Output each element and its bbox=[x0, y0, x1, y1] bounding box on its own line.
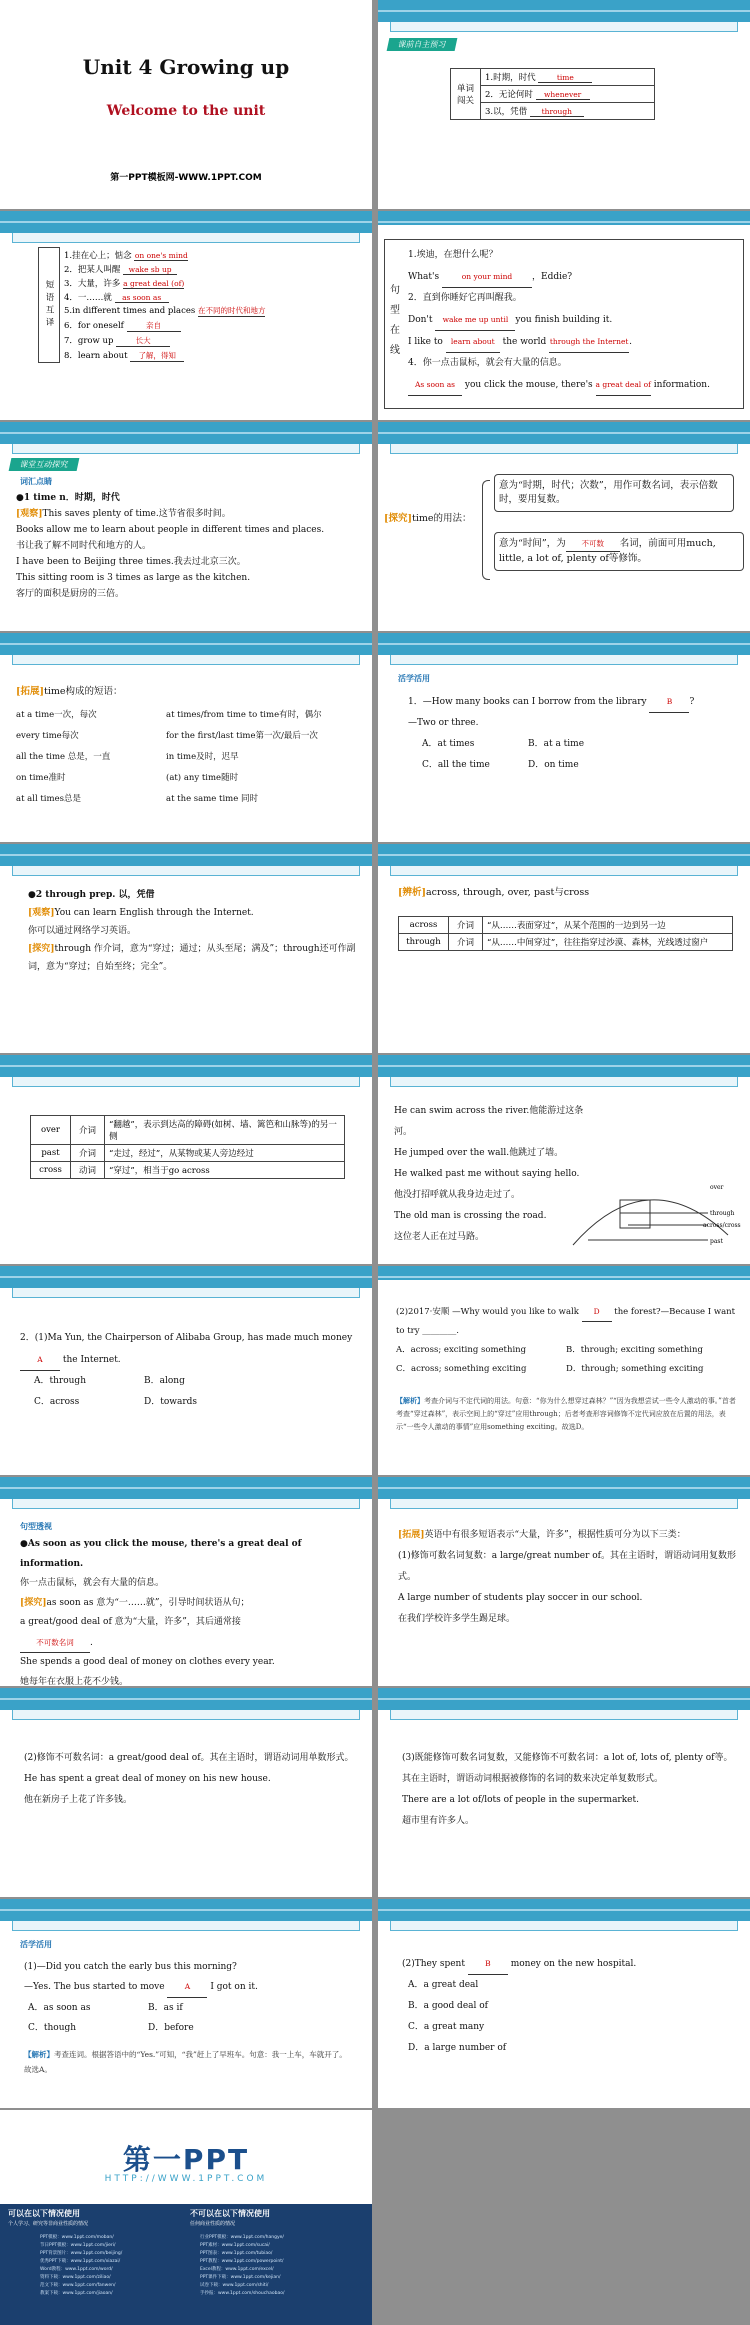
slide-time-usage bbox=[378, 422, 750, 631]
slide-compare-1 bbox=[378, 844, 750, 1053]
lesson-text: (3)既能修饰可数名词复数，又能修饰不可数名词：a lot of, lots of, plenty of等。其在主语时，谓语动词根据被修饰的名词的数来决定单复数形式。 There are a lot of/lots of people in the supermarket. 超市里有许多人。 bbox=[402, 1753, 733, 1826]
explanation: 【解析】考查介词与不定代词的用法。句意：“你为什么想穿过森林？”“因为我想尝试一些令人激动的事。”首者考查“穿过森林”，表示空间上的“穿过”应用through；后者考查形容词修饰不定代词应放在后置的用法，表示“一些令人激动的事情”应用something exciting。故选D。 bbox=[396, 1396, 736, 1431]
table-row: 5.in different times and places 在不同的时代和地方 bbox=[64, 305, 266, 316]
sub-tag: 活学活用 bbox=[20, 1939, 52, 1949]
slide-practice-1 bbox=[378, 633, 750, 842]
promo-footer: 可以在以下情况使用 不可以在以下情况使用 个人学习、研究等非商业性质的情况 任何商业性质的情况 PPT模板：www.1ppt.com/moban/ 行业PPT模板：www.1ppt.com/hangye/ 节日PPT模板：www.1ppt.com/jieri/ PPT素材：www.1ppt.com/sucai/ PPT背景图片：www.1ppt.com/beijing/ PPT图表：www.1ppt.com/tubiao/ 优秀PPT下载：www.1ppt.com/xiazai/ PPT教程：www.1ppt.com/powerpoint/ Word教程：www.1ppt.com/word/ Excel教程：www.1ppt.com/excel/ 资料下载：www.1ppt.com/ziliao/ PPT课件下载：www.1ppt.com/kejian/ 范文下载：www.1ppt.com/fanwen/ 试卷下载：www.1ppt.com/shiti/ 教案下载：www.1ppt.com/jiaoan/ 手抄报：www.1ppt.com/shouchaobao/ bbox=[0, 2204, 372, 2325]
slide-practice-3 bbox=[378, 1266, 750, 1475]
table-row: past 介词 “走过，经过”，从某物或某人旁边经过 bbox=[31, 1145, 345, 1162]
link[interactable]: 节日PPT模板：www.1ppt.com/jieri/ bbox=[40, 2243, 116, 2248]
link[interactable]: 资料下载：www.1ppt.com/ziliao/ bbox=[40, 2275, 111, 2280]
usage-box-1: 意为“时期，时代；次数”，用作可数名词，表示倍数时，要用复数。 bbox=[494, 474, 734, 512]
table-row: across 介词 “从……表面穿过”，从某个范围的一边到另一边 bbox=[399, 917, 733, 934]
lesson-text: [拓展]英语中有很多短语表示“大量，许多”，根据性质可分为以下三类： (1)修饰可数名词复数：a large/great number of。其在主语时，谓语动词用复数形式。 A large number of students play soccer in our school. 在我们学校许多学生踢足球。 bbox=[398, 1530, 737, 1624]
page-subtitle: Welcome to the unit bbox=[106, 103, 266, 119]
link[interactable]: PPT模板：www.1ppt.com/moban/ bbox=[40, 2235, 114, 2240]
question: (2)2017·安顺 —Why would you like to walk D the forest?—Because I want to try ________. A．across; exciting something B．through; exciting something C．across; something exciting D．through; something exciting bbox=[396, 1302, 741, 1379]
link[interactable]: 优秀PPT下载：www.1ppt.com/xiazai/ bbox=[40, 2259, 121, 2264]
table-row: 2．把某人叫醒 wake sb up bbox=[60, 262, 333, 276]
table-row: 7．grow up 长大 bbox=[60, 333, 333, 348]
compare-head: [辨析]across, through, over, past与cross bbox=[398, 887, 590, 898]
lesson-text: ●2 through prep. 以，凭借 [观察]You can learn English through the Internet. 你可以通过网络学习英语。 [探究]through 作介词，意为“穿过；通过；从头至尾；满及”；through还可作副词，意为“穿过；自始至终；完全”。 bbox=[28, 890, 356, 972]
slide-practice-5 bbox=[378, 1899, 750, 2108]
sub-tag: 词汇点睛 bbox=[20, 476, 52, 486]
table-row: 2．无论何时 whenever bbox=[481, 86, 655, 103]
table-row: 4．一……就 as soon as bbox=[60, 290, 333, 304]
phrase-list: at a time一次，每次 at times/from time to time有时，偶尔 every time每次 for the first/last time第一次/最后一次 all the time 总是，一直 in time及时，迟早 on time准时 (at) any time随时 at all times总是 at the same time 同时 bbox=[16, 710, 322, 804]
table-row: 6．for oneself 亲自 bbox=[60, 318, 333, 333]
sub-tag: 句型透视 bbox=[20, 1521, 52, 1531]
link[interactable]: 行业PPT模板：www.1ppt.com/hangye/ bbox=[200, 2235, 284, 2240]
compare-table bbox=[30, 1115, 345, 1179]
explanation: 【解析】考查连词。根据答语中的“Yes.”可知，“我”赶上了早班车。句意：我一上车，车就开了。故选A。 bbox=[24, 2050, 347, 2074]
slide-sentences bbox=[378, 211, 750, 420]
slide-sentence-pattern bbox=[0, 1477, 372, 1686]
diagram-over: over bbox=[710, 1184, 724, 1191]
slide-expand-3 bbox=[378, 1688, 750, 1897]
slide-compare-2 bbox=[0, 1055, 372, 1264]
link[interactable]: 教案下载：www.1ppt.com/jiaoan/ bbox=[40, 2291, 113, 2296]
diagram-across: across/cross bbox=[703, 1222, 741, 1229]
slide-vocab bbox=[378, 0, 750, 209]
link[interactable]: PPT图表：www.1ppt.com/tubiao/ bbox=[200, 2251, 273, 2256]
question: 2．(1)Ma Yun, the Chairperson of Alibaba Group, has made much money A the Internet. A．through B．along C．across D．towards bbox=[20, 1333, 353, 1407]
lesson-text: ●As soon as you click the mouse, there's a great deal of information. 你一点击鼠标，就会有大量的信息。 [探究]as soon as 意为“一……就”，引导时间状语从句； a great/good deal of 意为“大量，许多”，其后通常接 不可数名词 . She spends a good deal of money on clothes every year. 她每年在衣服上花不少钱。 bbox=[20, 1539, 302, 1686]
link[interactable]: PPT课件下载：www.1ppt.com/kejian/ bbox=[200, 2275, 281, 2280]
section-label: 句型在线 bbox=[390, 285, 400, 356]
link[interactable]: 范文下载：www.1ppt.com/fanwen/ bbox=[40, 2283, 116, 2288]
slide-cover bbox=[0, 0, 372, 209]
section-tag: 课前自主预习 bbox=[387, 38, 458, 51]
question: (2)They spent B money on the new hospital. A．a great deal B．a good deal of C．a great many D．a large number of bbox=[402, 1953, 732, 2059]
logo: 第一PPT bbox=[122, 2143, 250, 2176]
slide-practice-4 bbox=[0, 1899, 372, 2108]
diagram-through: through bbox=[710, 1210, 735, 1217]
slide-time-phrases bbox=[0, 633, 372, 842]
section-tag: 课堂互动探究 bbox=[9, 458, 80, 471]
logo-url: HTTP://WWW.1PPT.COM bbox=[104, 2174, 268, 2184]
diagram-past: past bbox=[710, 1238, 723, 1245]
link[interactable]: PPT教程：www.1ppt.com/powerpoint/ bbox=[200, 2259, 284, 2264]
table-label: 短语互译 bbox=[39, 248, 60, 363]
question: (1)—Did you catch the early bus this morning? —Yes. The bus started to move A I got on it. A．as soon as B．as if C．though D．before bbox=[24, 1962, 258, 2033]
table-row: cross 动词 “穿过”，相当于go across bbox=[31, 1162, 345, 1179]
table-row: 1.时期，时代 time bbox=[481, 69, 655, 86]
link[interactable]: 手抄报：www.1ppt.com/shouchaobao/ bbox=[200, 2291, 285, 2296]
vocab-table bbox=[450, 68, 655, 120]
slide-time-observe bbox=[0, 422, 372, 631]
link[interactable]: PPT素材：www.1ppt.com/sucai/ bbox=[200, 2243, 270, 2248]
table-label: 单词闯关 bbox=[451, 69, 481, 120]
question: 1．—How many books can I borrow from the library B ? —Two or three. A．at times B．at a time C．all the time D．on time bbox=[408, 691, 743, 776]
table-row: over 介词 “翻越”，表示到达高的障碍(如树、墙、篱笆和山脉等)的另一侧 bbox=[31, 1116, 345, 1145]
table-row: 8．learn about 了解，得知 bbox=[60, 348, 333, 363]
link-list bbox=[40, 2234, 360, 2298]
usage-head: [探究]time的用法： bbox=[384, 513, 472, 524]
table-row: 3．大量，许多 a great deal (of) bbox=[64, 278, 185, 289]
slide-through bbox=[0, 844, 372, 1053]
slide-expand-2 bbox=[0, 1688, 372, 1897]
slide-phrases bbox=[0, 211, 372, 420]
example-list: He can swim across the river.他能游过这条河。 He jumped over the wall.他跳过了墙。 He walked past me without saying hello. 他没打招呼就从我身边走过了。 The old man is crossing the road. 这位老人正在过马路。 bbox=[394, 1106, 584, 1242]
link[interactable]: 试卷下载：www.1ppt.com/shiti/ bbox=[200, 2283, 269, 2288]
page-title: Unit 4 Growing up bbox=[82, 55, 290, 79]
lesson-text: (2)修饰不可数名词：a great/good deal of。其在主语时，谓语动词用单数形式。 He has spent a great deal of money on his new house. 他在新房子上花了许多钱。 bbox=[24, 1753, 354, 1805]
table-row: 3.以，凭借 through bbox=[481, 103, 655, 120]
phrase-table bbox=[38, 247, 333, 363]
compare-table bbox=[398, 916, 733, 951]
sentence-list: 1.埃迪，在想什么呢？ What's on your mind ，Eddie? 2．直到你睡好它再叫醒我。 Don't wake me up until you finish building it. I like to learn about the world through the Internet. 4．你一点击鼠标，就会有大量的信息。 As soon as you click the mouse, there's a great deal of information. bbox=[408, 245, 743, 396]
slide-expand-1 bbox=[378, 1477, 750, 1686]
table-row: through 介词 “从……中间穿过”，往往指穿过沙漠、森林，光线透过窗户 bbox=[399, 934, 733, 951]
slide-practice-2 bbox=[0, 1266, 372, 1475]
phrase-head: [拓展]time构成的短语： bbox=[16, 686, 123, 697]
lesson-text: ●1 time n．时期，时代 [观察]This saves plenty of time.这节省很多时间。 Books allow me to learn about people in different times and places. 书让我了解不同时代和地方的人。 I have been to Beijing three times.我去过北京三次。 This sitting room is 3 times as large as the kitchen. 客厅的面积是厨房的三倍。 bbox=[16, 493, 325, 599]
preposition-diagram bbox=[558, 1165, 748, 1255]
sub-tag: 活学活用 bbox=[398, 673, 430, 683]
site-label: 第一PPT模板网-WWW.1PPT.COM bbox=[110, 173, 262, 183]
link[interactable]: Excel教程：www.1ppt.com/excel/ bbox=[200, 2267, 274, 2272]
usage-box-2: 意为“时间”，为 不可数 名词，前面可用much, little, a lot of, plenty of等修饰。 bbox=[494, 532, 744, 571]
link[interactable]: Word教程：www.1ppt.com/word/ bbox=[40, 2267, 113, 2272]
slide-examples bbox=[378, 1055, 750, 1264]
table-row: 1.挂在心上；惦念 on one's mind bbox=[64, 250, 188, 261]
slide-promo bbox=[0, 2110, 372, 2325]
link[interactable]: PPT背景图片：www.1ppt.com/beijing/ bbox=[40, 2251, 123, 2256]
